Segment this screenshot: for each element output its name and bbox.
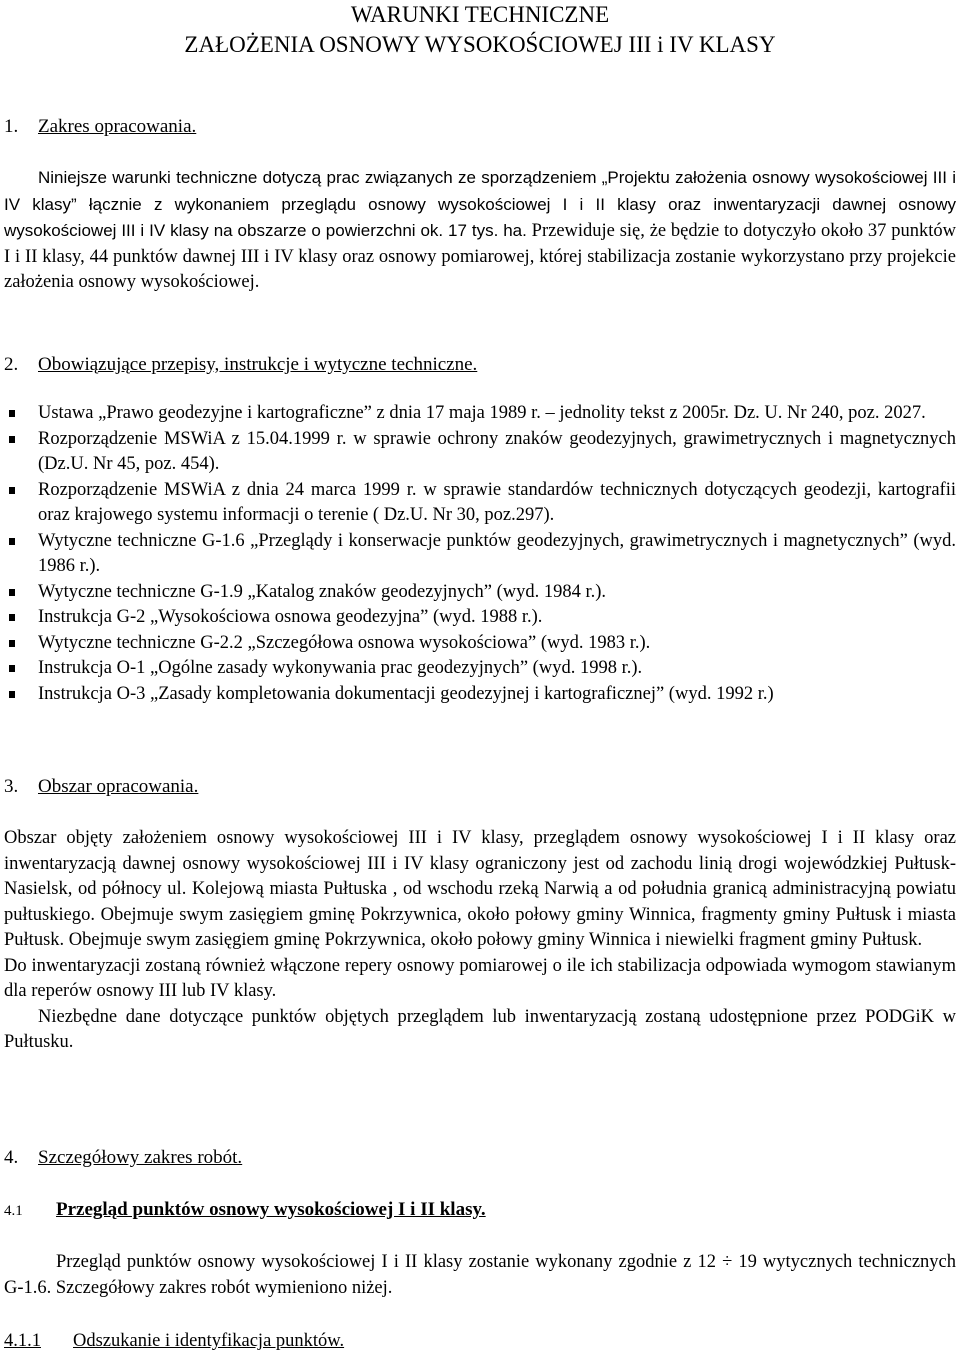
- section-2-list: [4, 401, 956, 707]
- section-1-body: [4, 165, 956, 296]
- title-line-1: WARUNKI TECHNICZNE: [350, 2, 610, 27]
- square-bullet-icon: [9, 538, 15, 545]
- subsection-4-1-1-heading: [4, 1329, 956, 1355]
- section-2-title: Obowiązujące przepisy, instrukcje i wytyczne techniczne.: [38, 354, 478, 375]
- subsection-4-1-heading: [4, 1197, 956, 1225]
- square-bullet-icon: [9, 691, 15, 698]
- section-2-number: 2.: [4, 354, 19, 375]
- regulation-item: Instrukcja O-3 „Zasady kompletowania dokumentacji geodezyjnej i kartograficznej” (wyd. 1992 r.): [4, 682, 956, 708]
- regulation-item: Wytyczne techniczne G-1.6 „Przeglądy i konserwacje punktów geodezyjnych, grawimetrycznych i magnetycznych” (wyd. 1986 r.).: [4, 529, 956, 580]
- section-4-heading: [4, 1145, 956, 1171]
- square-bullet-icon: [9, 665, 15, 672]
- section-3-number: 3.: [4, 776, 19, 797]
- section-3-paragraph-3: Niezbędne dane dotyczące punktów objętych przeglądem lub inwentaryzacją zostaną udostępnione przez PODGiK w Pułtusku.: [4, 1006, 956, 1052]
- square-bullet-icon: [9, 589, 15, 596]
- regulation-item: Instrukcja O-1 „Ogólne zasady wykonywania prac geodezyjnych” (wyd. 1998 r.).: [4, 656, 956, 682]
- subsection-4-1-1-number: 4.1.1: [4, 1331, 41, 1351]
- regulation-item: Ustawa „Prawo geodezyjne i kartograficzne” z dnia 17 maja 1989 r. – jednolity tekst z 2005r. Dz. U. Nr 240, poz. 2027.: [4, 401, 956, 427]
- section-2-heading: [4, 352, 956, 378]
- section-3-paragraph-1: Obszar objęty założeniem osnowy wysokościowej III i IV klasy, przeglądem osnowy wysokościowej I i II klasy oraz inwentaryzacją dawnej osnowy wysokościowej III i IV klasy ograniczony jest od zachodu linią drogi wojewódzkiej Pułtusk-Nasielsk, od północy ul. Kolejową miasta Pułtuska , od wschodu rzeką Narwią a od południa granicą administracyjną powiatu pułtuskiego. Obejmuje swym zasięgiem gminę Pokrzywnica, około połowy gminy Winnica, fragmenty gminy Pułtusk i miasta Pułtusk. Obejmuje swym zasięgiem gminę Pokrzywnica, około połowy gminy Winnica i niewielki fragment gminy Pułtusk.: [4, 828, 956, 950]
- section-3-body: [4, 826, 956, 1056]
- subsection-4-1-number: 4.1: [4, 1203, 23, 1219]
- subsection-4-1-title: Przegląd punktów osnowy wysokościowej I i II klasy.: [56, 1199, 486, 1220]
- section-3-heading: [4, 774, 956, 800]
- section-1-text-b: Przewiduje się, że będzie to dotyczyło około 37 punktów I i II klasy, 44 punktów dawnej III i IV klasy oraz osnowy pomiarowej, której stabilizacja zostanie wykorzystano przy projekcie założenia osnowy wysokościowej.: [4, 221, 956, 292]
- section-4-number: 4.: [4, 1147, 19, 1168]
- section-1-number: 1.: [4, 116, 19, 137]
- subsection-4-1-paragraph: Przegląd punktów osnowy wysokościowej I i II klasy zostanie wykonany zgodnie z 12 ÷ 19 wytycznych technicznych G-1.6. Szczegółowy zakres robót wymieniono niżej.: [4, 1252, 956, 1298]
- square-bullet-icon: [9, 436, 15, 443]
- section-3-title: Obszar opracowania.: [38, 776, 199, 797]
- regulation-item: Wytyczne techniczne G-1.9 „Katalog znaków geodezyjnych” (wyd. 1984 r.).: [4, 580, 956, 606]
- square-bullet-icon: [9, 410, 15, 417]
- square-bullet-icon: [9, 640, 15, 647]
- subsection-4-1-1-title: Odszukanie i identyfikacja punktów.: [73, 1331, 345, 1351]
- section-3-paragraph-2: Do inwentaryzacji zostaną również włączone repery osnowy pomiarowej o ile ich stabilizacja odpowiada wymogom stawianym dla reperów osnowy III lub IV klasy.: [4, 955, 956, 1001]
- section-1-title: Zakres opracowania.: [38, 116, 197, 137]
- regulation-item: Wytyczne techniczne G-2.2 „Szczegółowa osnowa wysokościowa” (wyd. 1983 r.).: [4, 631, 956, 657]
- regulation-item: Instrukcja G-2 „Wysokościowa osnowa geodezyjna” (wyd. 1988 r.).: [4, 605, 956, 631]
- title-block: [4, 0, 956, 60]
- subsection-4-1-body: [4, 1250, 956, 1301]
- section-1-heading: [4, 114, 956, 140]
- square-bullet-icon: [9, 614, 15, 621]
- section-1-paragraph: [4, 165, 956, 296]
- regulation-item: Rozporządzenie MSWiA z dnia 24 marca 1999 r. w sprawie standardów technicznych dotyczących geodezji, kartografii oraz krajowego systemu informacji o terenie ( Dz.U. Nr 30, poz.297).: [4, 478, 956, 529]
- regulation-item: Rozporządzenie MSWiA z 15.04.1999 r. w sprawie ochrony znaków geodezyjnych, grawimetrycznych i magnetycznych (Dz.U. Nr 45, poz. 454).: [4, 427, 956, 478]
- section-4-title: Szczegółowy zakres robót.: [38, 1147, 243, 1168]
- title-line-2: ZAŁOŻENIA OSNOWY WYSOKOŚCIOWEJ III i IV KLASY: [184, 32, 776, 57]
- square-bullet-icon: [9, 487, 15, 494]
- section-1-text-a: Niniejsze warunki techniczne dotyczą prac związanych ze sporządzeniem „Projektu założenia osnowy wysokościowej III i IV klasy” łącznie z wykonaniem przeglądu osnowy wysokościowej I i II klasy oraz inwentaryzacji dawnej osnowy wysokościowej III i IV klasy na obszarze o powierzchni ok. 17 tys. ha.: [4, 168, 956, 240]
